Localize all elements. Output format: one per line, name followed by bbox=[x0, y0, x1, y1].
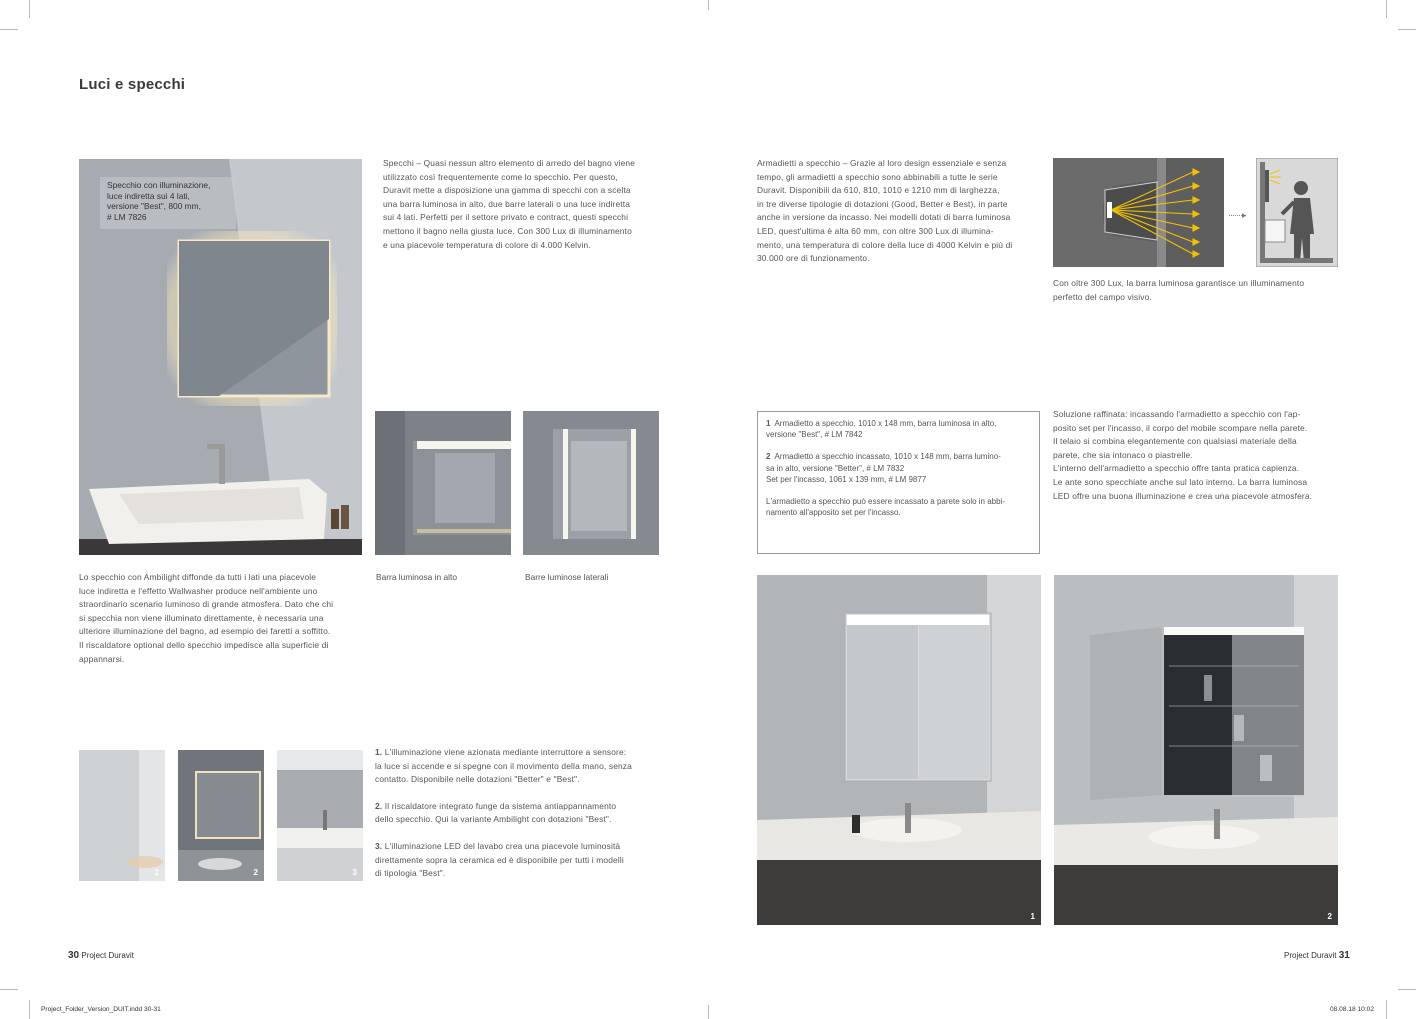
crop-mark bbox=[0, 989, 18, 990]
caption-side-bars: Barre luminose laterali bbox=[525, 572, 609, 582]
diagram-arrow: ·······▸ bbox=[1228, 210, 1246, 220]
person-lighting-diagram bbox=[1256, 158, 1338, 267]
folio-left: 30 Project Duravit bbox=[68, 950, 134, 961]
intro-text: Specchi – Quasi nessun altro elemento di arredo del bagno viene utilizzato così frequentemente come lo specchio. Per questo, Duravit mette a disposizione una gamma di specchi con a scelta una barra luminosa in alto, due barre laterali o una luce indiretta sui 4 lati. Perfetti per il settore privato e contract, questi specchi mettono il bagno nella giusta luce. Con 300 Lux di illuminamento e una piacevole temperatura di colore di 4.000 Kelvin. bbox=[383, 158, 636, 250]
thumb-number: 3 bbox=[352, 868, 357, 877]
thumb-basin-led-photo bbox=[277, 750, 363, 881]
slug-filename: Project_Folder_Version_DUIT.indd 30-31 bbox=[41, 1006, 161, 1013]
spec-item-1: 1 Armadietto a specchio, 1010 x 148 mm, barra luminosa in alto, versione "Best", # LM 7842 bbox=[766, 419, 997, 440]
mirror-top-bar-photo bbox=[375, 411, 511, 555]
crop-mark bbox=[29, 0, 30, 18]
note-3: 3. L'illuminazione LED del lavabo crea una piacevole luminosità direttamente sopra la ceramica ed è disponibile per tutti i modelli di tipologia "Best". bbox=[375, 840, 624, 879]
thumb-sensor-photo bbox=[79, 750, 165, 881]
page-title: Luci e specchi bbox=[79, 76, 186, 93]
note-2: 2. Il riscaldatore integrato funge da sistema antiappannamento dello specchio. Qui la variante Ambilight con dotazioni "Best". bbox=[375, 800, 617, 825]
slug-date: 08.08.18 10:02 bbox=[1330, 1006, 1374, 1013]
cabinet-text: Armadietti a specchio – Grazie al loro design essenziale e senza tempo, gli armadietti a specchio sono abbinabili a tutte le serie Duravit. Disponibili da 610, 810, 1010 e 1210 mm di larghezza, in tre diverse tipologie di dotazioni (Good, Better e Best), in parte anche in versione da incasso. Nei modelli dotati di barra luminosa LED, quest'ultima è alta 60 mm, con oltre 300 Lux di illumina- mento, una temperatura di colore della luce di 4000 Kelvin e più di 30.000 ore di funzionamento. bbox=[757, 158, 1013, 264]
thumb-number: 2 bbox=[253, 868, 258, 877]
crop-mark bbox=[708, 1005, 709, 1019]
crop-mark bbox=[1398, 29, 1416, 30]
crop-mark bbox=[708, 0, 709, 10]
cabinet-photo-1 bbox=[757, 575, 1041, 925]
hero-caption: Specchio con illuminazione, luce indiretta sui 4 lati, versione "Best", 800 mm, # LM 7826 bbox=[107, 180, 211, 222]
thumb-heater-photo bbox=[178, 750, 264, 881]
crop-mark bbox=[0, 29, 18, 30]
crop-mark bbox=[1386, 1000, 1387, 1019]
photo-number: 1 bbox=[1030, 912, 1035, 921]
hero-mirror-photo bbox=[79, 159, 362, 555]
note-1: 1. L'illuminazione viene azionata mediante interruttore a sensore: la luce si accende e si spegne con il movimento della mano, senza contatto. Disponibile nelle dotazioni "Better" e "Best". bbox=[375, 747, 632, 785]
numbered-notes bbox=[375, 746, 665, 894]
caption-top-bar: Barra luminosa in alto bbox=[376, 572, 457, 582]
crop-mark bbox=[1386, 0, 1387, 18]
crop-mark bbox=[29, 1000, 30, 1019]
diagram-caption: Con oltre 300 Lux, la barra luminosa garantisce un illuminamento perfetto del campo visivo. bbox=[1053, 278, 1305, 302]
cabinet-photo-2 bbox=[1054, 575, 1338, 925]
crop-mark bbox=[1398, 989, 1416, 990]
recess-text: Soluzione raffinata: incassando l'armadietto a specchio con l'ap- posito set per l'incasso, il corpo del mobile scompare nella parete. Il telaio si combina elegantemente con qualsiasi materiale della parete, che sia intonaco o piastrelle. L'interno dell'armadietto a specchio offre tanta pratica capienza. Le ante sono specchiate anche sul lato interno. La barra luminosa LED offre una buona illuminazione e crea una piacevole atmosfera. bbox=[1053, 409, 1313, 501]
mirror-side-bars-photo bbox=[523, 411, 659, 555]
ambilight-text: Lo specchio con Ambilight diffonde da tutti i lati una piacevole luce indiretta e l'effetto Wallwasher produce nell'ambiente uno straordinario scenario luminoso di grande atmosfera. Dato che chi si specchia non viene illuminato direttamente, è necessaria una ulteriore illuminazione del bagno, ad esempio dei faretti a soffitto. Il riscaldatore optional dello specchio impedisce alla superficie di appannarsi. bbox=[79, 572, 334, 664]
light-beam-diagram bbox=[1053, 158, 1224, 267]
spec-item-2: 2 Armadietto a specchio incassato, 1010 x 148 mm, barra lumino- sa in alto, versione "Better", # LM 7832 Set per l'incasso, 1061 x 139 mm, # LM 9877 bbox=[766, 452, 1001, 484]
spec-note: L'armadietto a specchio può essere incassato a parete solo in abbi- namento all'apposito set per l'incasso. bbox=[766, 497, 1006, 518]
spec-box-text bbox=[766, 418, 1038, 518]
photo-number: 2 bbox=[1327, 912, 1332, 921]
thumb-number: 1 bbox=[154, 868, 159, 877]
folio-right: Project Duravit 31 bbox=[1284, 950, 1350, 961]
